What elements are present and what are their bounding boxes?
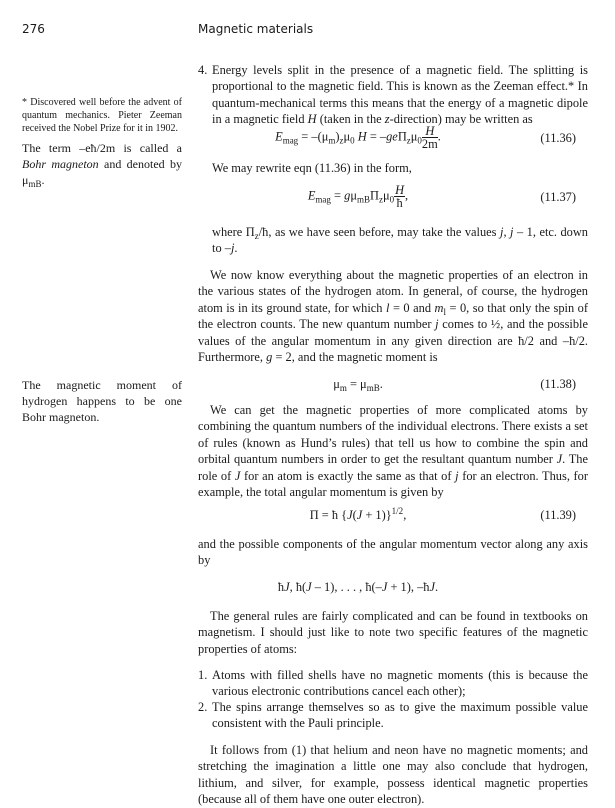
- text-run: . The role of: [198, 452, 588, 483]
- text-run: g: [344, 188, 351, 203]
- paragraph: [198, 402, 588, 500]
- list-number: 2.: [198, 700, 208, 714]
- fraction-part: 2m: [421, 137, 438, 151]
- text-run: Bohr magneton: [22, 157, 99, 171]
- text-run: J: [356, 508, 363, 522]
- text-run: We can get the magnetic properties of more complicated atoms by combining the quantum numbers of the individual electrons. There exists a set of rules (known as Hund’s rules) that tell us how to combine the spin and orbital quantum numbers in order to get the resultant quantum number: [198, 403, 588, 467]
- equation-number: (11.39): [540, 508, 576, 522]
- text-run: = 0, so that only the spin of the electron counts. The new quantum number: [198, 300, 588, 332]
- text-run: = –(μ: [298, 129, 329, 144]
- text-run: and denoted by μ: [22, 157, 183, 187]
- text-run: H: [357, 129, 367, 144]
- text-run: = 2, and the magnetic moment is: [272, 350, 438, 365]
- text-run: The magnetic moment of hydrogen happens to be one Bohr magneton.: [22, 378, 182, 424]
- text-run: Π: [397, 129, 407, 144]
- equation-11-38: [198, 377, 588, 399]
- fraction-part: ħ: [396, 196, 403, 210]
- text-run: z: [378, 194, 383, 205]
- text-run: m: [339, 383, 347, 393]
- text-run: (taken in the: [316, 112, 385, 127]
- text-run: = 0 and: [389, 300, 435, 315]
- text-run: + 1), –ħ: [387, 580, 430, 594]
- text-run: ge: [386, 129, 398, 144]
- text-run: J: [284, 580, 290, 594]
- text-run: Π = ħ {: [309, 508, 348, 522]
- text-run: J: [234, 468, 241, 483]
- text-run: ,: [403, 508, 407, 522]
- text-run: /ħ, as we have seen before, may take the values: [258, 225, 500, 239]
- text-run: 0: [350, 135, 355, 146]
- text-run: z: [406, 135, 411, 146]
- text-run: ,: [405, 188, 409, 203]
- running-title: Magnetic materials: [198, 22, 314, 36]
- fraction: [394, 184, 405, 209]
- text-run: .: [437, 129, 441, 144]
- equation-11-39: [198, 508, 588, 530]
- text-run: comes to ½, and the possible values of the angular momentum in any given direction are ħ/2 and –ħ/2. Furthermore,: [198, 317, 588, 365]
- text-run: J: [381, 580, 388, 594]
- text-run: mB: [356, 194, 370, 205]
- text-run: E: [275, 129, 283, 144]
- fraction-part: H: [395, 183, 405, 197]
- margin-note-hydrogen-moment: [22, 377, 182, 425]
- text-run: (: [352, 508, 357, 522]
- equation-body: [198, 125, 518, 150]
- text-run: Energy levels split in the presence of a magnetic field. The splitting is proportional to the magnetic field. This is known as the Zeeman effect.* In quantum-mechanical terms this means that the energy of a magnetic dipole in a magnetic field: [212, 63, 588, 127]
- text-run: l: [443, 306, 446, 317]
- text-run: j: [230, 241, 235, 256]
- text-run: = μ: [346, 377, 367, 391]
- page-number: 276: [22, 22, 45, 36]
- text-run: Π: [369, 188, 379, 203]
- list-number: 1.: [198, 668, 208, 682]
- equation-number: (11.38): [540, 377, 576, 391]
- text-run: H: [307, 112, 317, 127]
- equation-number: (11.37): [540, 190, 576, 204]
- text-run: The term –eħ/2m is called a: [22, 141, 182, 155]
- text-run: mag: [315, 194, 331, 205]
- paragraph: [212, 160, 588, 176]
- text-run: mB: [366, 383, 380, 393]
- margin-note-bohr-magneton: [22, 140, 182, 188]
- text-run: g: [266, 350, 273, 365]
- text-run: m: [434, 300, 444, 315]
- text-run: , ħ(: [289, 580, 307, 594]
- text-run: .: [379, 377, 383, 391]
- text-run: -direction) may be written as: [389, 112, 533, 127]
- text-run: The general rules are fairly complicated and can be found in textbooks on magnetism. I should just like to note two specific features of the magnetic properties of atoms:: [198, 609, 588, 656]
- list-item-4: [198, 62, 588, 128]
- text-run: 0: [389, 194, 395, 205]
- fraction-part: H: [422, 125, 438, 138]
- text-run: m: [328, 135, 336, 146]
- text-run: mag: [282, 135, 299, 146]
- text-run: μ: [382, 188, 390, 203]
- paragraph: [198, 742, 588, 808]
- text-run: j: [455, 468, 459, 483]
- text-run: J: [429, 580, 435, 594]
- text-run: It follows from (1) that helium and neon have no magnetic moments; and stretching the imagination a little one may also conclude that hydrogen, lithium, and silver, for example, possess identical magnetic properties (because all of them have one outer electron).: [198, 743, 588, 807]
- equation-number: (11.36): [540, 131, 576, 145]
- equation-components: [198, 580, 588, 602]
- text-run: J: [306, 580, 312, 594]
- text-run: E: [307, 188, 316, 203]
- equation-body: [198, 508, 518, 523]
- text-run: J: [347, 508, 353, 522]
- text-run: z: [339, 135, 344, 146]
- text-run: ,: [503, 225, 511, 239]
- text-run: mB: [28, 179, 42, 189]
- text-run: * Discovered well before the advent of quantum mechanics. Pieter Zeeman received the Nobel Prize for it in 1902.: [22, 97, 182, 134]
- text-run: J: [556, 452, 563, 467]
- list-text: [212, 700, 588, 730]
- paragraph: [212, 224, 588, 257]
- text-run: 0: [417, 135, 422, 146]
- list-item-1: [198, 667, 588, 700]
- text-run: .: [234, 241, 238, 256]
- equation-body: [198, 377, 518, 392]
- text-run: =: [330, 188, 345, 203]
- text-run: j: [435, 317, 439, 332]
- text-run: j: [500, 225, 504, 239]
- footnote-zeeman: [22, 96, 182, 135]
- equation-11-37: [198, 183, 588, 210]
- text-run: We may rewrite eqn (11.36) in the form,: [212, 161, 412, 175]
- text-run: where Π: [212, 225, 255, 239]
- list-item-2: [198, 699, 588, 732]
- text-run: The spins arrange themselves so as to give the maximum possible value consistent with the Pauli principle.: [212, 700, 588, 731]
- text-run: j: [510, 225, 514, 239]
- paragraph: [198, 267, 588, 365]
- text-run: for an electron. Thus, for example, the total angular momentum is given by: [198, 468, 588, 500]
- text-run: 1/2: [391, 506, 404, 516]
- paragraph: [198, 608, 588, 657]
- text-run: + 1)}: [362, 508, 392, 522]
- text-run: for an atom is exactly the same as that of: [240, 468, 456, 483]
- text-run: μ: [350, 188, 357, 203]
- text-run: .: [41, 173, 45, 187]
- list-text: [212, 63, 588, 126]
- paragraph: [198, 536, 588, 569]
- text-run: z: [384, 112, 390, 127]
- text-run: ħ: [277, 580, 285, 594]
- text-run: – 1, etc. down to –: [212, 225, 589, 256]
- text-run: ): [335, 129, 340, 144]
- equation-body: [198, 184, 518, 209]
- text-run: μ: [333, 377, 340, 391]
- list-text: [212, 668, 588, 698]
- text-run: .: [434, 580, 439, 594]
- text-run: – 1), . . . , ħ(–: [311, 580, 382, 594]
- list-number: 4.: [198, 63, 208, 77]
- fraction: [422, 125, 438, 150]
- text-run: and the possible components of the angular momentum vector along any axis by: [198, 537, 588, 568]
- equation-11-36: [198, 124, 588, 151]
- text-run: Atoms with filled shells have no magnetic moments (this is because the various electronic contributions cancel each other);: [212, 668, 588, 699]
- text-run: l: [386, 300, 390, 315]
- equation-body: [198, 580, 518, 595]
- text-run: μ: [410, 129, 418, 144]
- text-run: We now know everything about the magnetic properties of an electron in the various states of the hydrogen atom. In general, of course, the hydrogen atom is in its ground state, for which: [198, 268, 588, 315]
- text-run: μ: [343, 129, 351, 144]
- text-run: = –: [366, 129, 387, 144]
- text-run: z: [254, 231, 259, 241]
